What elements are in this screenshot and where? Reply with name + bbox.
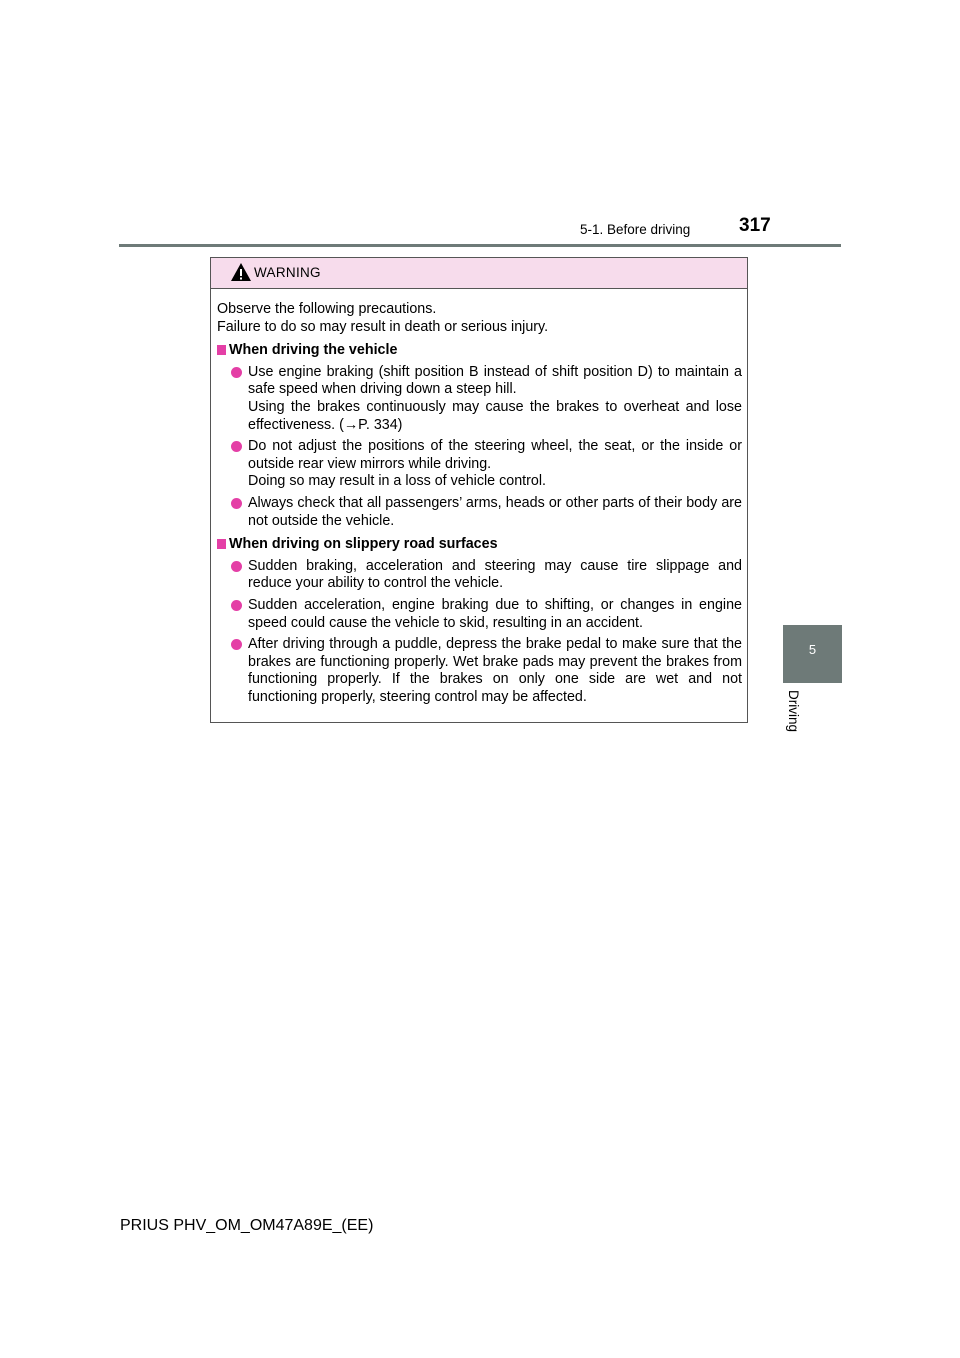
list-item-text: Always check that all passengers’ arms, heads or other parts of their body are not outside the vehicle. — [248, 494, 742, 529]
warning-header — [211, 258, 747, 289]
list-item-text: After driving through a puddle, depress the brake pedal to make sure that the brakes are functioning properly. Wet brake pads may prevent the brakes from functioning properly. If the brakes on only one side are wet and not functioning properly, steering control may be affected. — [248, 636, 742, 705]
header-rule — [119, 244, 841, 247]
bullet-dot-icon — [231, 441, 242, 452]
warning-intro — [217, 301, 742, 336]
list-item — [217, 558, 742, 593]
intro-line: Observe the following precautions. — [217, 301, 437, 317]
list-item-text: Doing so may result in a loss of vehicle control. — [248, 473, 546, 490]
warning-title: WARNING — [254, 265, 321, 280]
warning-body — [211, 289, 747, 706]
section-heading: When driving on slippery road surfaces — [217, 536, 742, 554]
bullet-dot-icon — [231, 498, 242, 509]
document-code: PRIUS PHV_OM_OM47A89E_(EE) — [120, 1217, 374, 1234]
square-bullet-icon — [217, 539, 226, 549]
list-item — [217, 597, 742, 632]
section-title: 5-1. Before driving — [580, 222, 691, 237]
list-item-text: Sudden acceleration, engine braking due to shifting, or changes in engine speed could cause the vehicle to skid, resulting in an accident. — [248, 596, 742, 631]
list-item-text: Sudden braking, acceleration and steering may cause tire slippage and reduce your ability to control the vehicle. — [248, 557, 742, 592]
page-header — [0, 0, 960, 250]
intro-line: Failure to do so may result in death or serious injury. — [217, 318, 549, 335]
chapter-tab — [783, 625, 842, 683]
chapter-number: 5 — [808, 642, 817, 657]
bullet-dot-icon — [231, 600, 242, 611]
warning-triangle-icon — [230, 262, 252, 282]
bullet-dot-icon — [231, 639, 242, 650]
section-heading: When driving the vehicle — [217, 342, 742, 360]
warning-box — [210, 257, 748, 723]
list-item-text: Use engine braking (shift position B instead of shift position D) to maintain a safe speed when driving down a steep hill. — [248, 363, 742, 398]
list-item-text: Do not adjust the positions of the steering wheel, the seat, or the inside or outside rear view mirrors while driving. — [248, 438, 742, 472]
square-bullet-icon — [217, 345, 226, 355]
list-item — [217, 364, 742, 434]
bullet-dot-icon — [231, 367, 242, 378]
list-item — [217, 636, 742, 706]
bullet-dot-icon — [231, 561, 242, 572]
list-item-text: Using the brakes continuously may cause the brakes to overheat and lose effectiveness. (→P. 334) — [248, 398, 742, 433]
list-item — [217, 438, 742, 491]
page-number: 317 — [739, 215, 771, 236]
chapter-label: Driving — [786, 690, 801, 733]
list-item — [217, 495, 742, 530]
